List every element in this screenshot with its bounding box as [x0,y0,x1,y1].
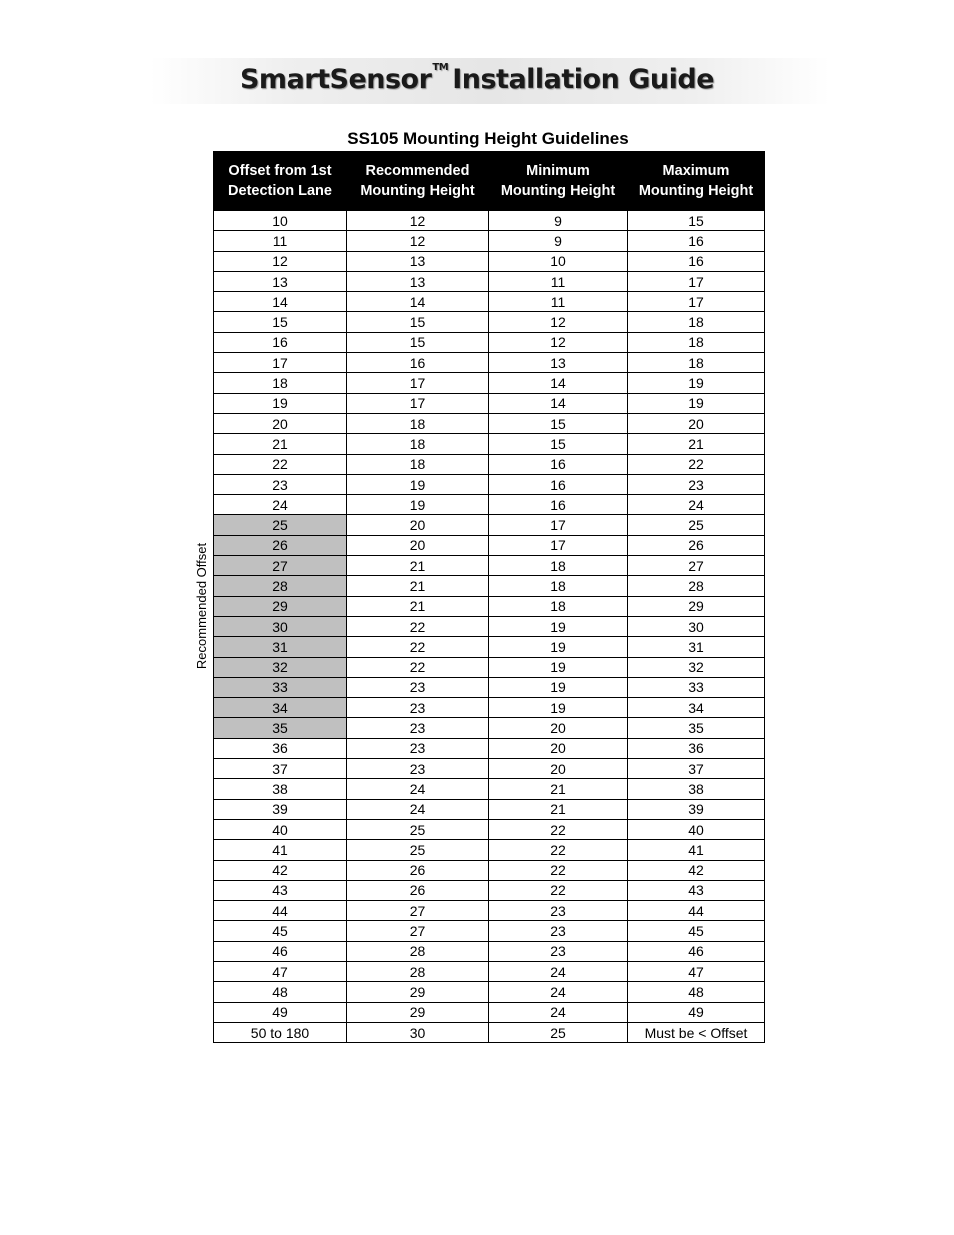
maximum-height-cell: 23 [628,474,765,494]
table-row [214,941,765,961]
table-row [214,413,765,433]
minimum-height-cell: 19 [489,637,628,657]
table-row [214,515,765,535]
recommended-height-cell: 27 [347,901,489,921]
table-body [214,211,765,1043]
offset-cell: 23 [214,474,347,494]
maximum-height-cell: 18 [628,312,765,332]
recommended-height-cell: 19 [347,474,489,494]
maximum-height-cell: 48 [628,982,765,1002]
offset-cell: 48 [214,982,347,1002]
maximum-height-cell: 21 [628,434,765,454]
maximum-height-cell: 49 [628,1002,765,1022]
minimum-height-cell: 9 [489,211,628,231]
minimum-height-cell: 13 [489,353,628,373]
recommended-height-cell: 22 [347,616,489,636]
recommended-height-cell: 23 [347,677,489,697]
minimum-height-cell: 15 [489,413,628,433]
recommended-height-cell: 21 [347,556,489,576]
minimum-height-cell: 22 [489,819,628,839]
minimum-height-cell: 21 [489,799,628,819]
header-subtitle: Installation Guide [452,64,715,95]
offset-cell: 13 [214,271,347,291]
table-row [214,1002,765,1022]
minimum-height-cell: 20 [489,759,628,779]
minimum-height-cell: 23 [489,901,628,921]
table-row [214,657,765,677]
table-row [214,271,765,291]
minimum-height-cell: 18 [489,596,628,616]
table-row [214,312,765,332]
recommended-height-cell: 22 [347,657,489,677]
maximum-height-cell: 28 [628,576,765,596]
table-row [214,332,765,352]
recommended-height-cell: 23 [347,698,489,718]
table-row [214,921,765,941]
offset-cell: 12 [214,251,347,271]
recommended-height-cell: 17 [347,393,489,413]
maximum-height-cell: 18 [628,332,765,352]
recommended-height-cell: 20 [347,515,489,535]
offset-cell: 29 [214,596,347,616]
recommended-height-cell: 12 [347,211,489,231]
minimum-height-cell: 14 [489,373,628,393]
minimum-height-cell: 18 [489,556,628,576]
recommended-height-cell: 21 [347,576,489,596]
minimum-height-cell: 15 [489,434,628,454]
recommended-height-cell: 20 [347,535,489,555]
maximum-height-cell: 25 [628,515,765,535]
table-row [214,292,765,312]
table-row [214,393,765,413]
maximum-height-cell: 17 [628,292,765,312]
recommended-offset-label: Recommended Offset [194,542,209,670]
maximum-height-cell: Must be < Offset [628,1022,765,1042]
recommended-height-cell: 21 [347,596,489,616]
minimum-height-cell: 16 [489,495,628,515]
offset-cell: 22 [214,454,347,474]
offset-cell: 25 [214,515,347,535]
offset-cell: 42 [214,860,347,880]
recommended-height-cell: 26 [347,860,489,880]
table-row [214,799,765,819]
minimum-height-cell: 24 [489,982,628,1002]
recommended-height-cell: 14 [347,292,489,312]
table-row [214,616,765,636]
maximum-height-cell: 15 [628,211,765,231]
table-row [214,677,765,697]
offset-cell: 19 [214,393,347,413]
minimum-height-cell: 23 [489,921,628,941]
maximum-height-cell: 33 [628,677,765,697]
offset-cell: 28 [214,576,347,596]
minimum-height-cell: 23 [489,941,628,961]
recommended-height-cell: 18 [347,434,489,454]
table-row [214,759,765,779]
table-title: SS105 Mounting Height Guidelines [347,129,629,148]
column-header-minimum: Minimum Mounting Height [489,152,628,211]
minimum-height-cell: 16 [489,454,628,474]
table-row [214,840,765,860]
recommended-height-cell: 13 [347,271,489,291]
table-row [214,576,765,596]
recommended-height-cell: 22 [347,637,489,657]
minimum-height-cell: 22 [489,860,628,880]
offset-cell: 32 [214,657,347,677]
mounting-height-table [213,151,765,1043]
recommended-height-cell: 24 [347,799,489,819]
table-row [214,880,765,900]
maximum-height-cell: 44 [628,901,765,921]
table-row [214,961,765,981]
offset-cell: 49 [214,1002,347,1022]
recommended-height-cell: 12 [347,231,489,251]
table-row [214,718,765,738]
table-row [214,556,765,576]
document-header [0,64,954,95]
maximum-height-cell: 22 [628,454,765,474]
minimum-height-cell: 16 [489,474,628,494]
offset-cell: 27 [214,556,347,576]
maximum-height-cell: 34 [628,698,765,718]
minimum-height-cell: 19 [489,698,628,718]
minimum-height-cell: 10 [489,251,628,271]
offset-cell: 43 [214,880,347,900]
recommended-height-cell: 29 [347,982,489,1002]
offset-cell: 16 [214,332,347,352]
offset-cell: 20 [214,413,347,433]
recommended-height-cell: 23 [347,718,489,738]
offset-cell: 18 [214,373,347,393]
table-row [214,819,765,839]
maximum-height-cell: 16 [628,251,765,271]
table-row [214,901,765,921]
recommended-height-cell: 23 [347,759,489,779]
table-row [214,779,765,799]
minimum-height-cell: 24 [489,961,628,981]
brand-name: SmartSensor [239,64,432,95]
maximum-height-cell: 18 [628,353,765,373]
table-row [214,1022,765,1042]
offset-cell: 46 [214,941,347,961]
minimum-height-cell: 20 [489,738,628,758]
minimum-height-cell: 22 [489,880,628,900]
recommended-height-cell: 27 [347,921,489,941]
offset-cell: 31 [214,637,347,657]
table-row [214,373,765,393]
table-row [214,637,765,657]
offset-cell: 41 [214,840,347,860]
minimum-height-cell: 19 [489,677,628,697]
offset-cell: 33 [214,677,347,697]
offset-cell: 30 [214,616,347,636]
table-header-row [214,152,765,211]
minimum-height-cell: 17 [489,515,628,535]
maximum-height-cell: 46 [628,941,765,961]
recommended-height-cell: 18 [347,413,489,433]
offset-cell: 14 [214,292,347,312]
offset-cell: 36 [214,738,347,758]
offset-cell: 47 [214,961,347,981]
recommended-height-cell: 28 [347,961,489,981]
recommended-height-cell: 28 [347,941,489,961]
minimum-height-cell: 14 [489,393,628,413]
offset-cell: 37 [214,759,347,779]
maximum-height-cell: 42 [628,860,765,880]
minimum-height-cell: 21 [489,779,628,799]
minimum-height-cell: 22 [489,840,628,860]
maximum-height-cell: 45 [628,921,765,941]
recommended-height-cell: 23 [347,738,489,758]
minimum-height-cell: 12 [489,312,628,332]
offset-cell: 38 [214,779,347,799]
maximum-height-cell: 32 [628,657,765,677]
maximum-height-cell: 19 [628,393,765,413]
recommended-height-cell: 26 [347,880,489,900]
recommended-height-cell: 17 [347,373,489,393]
maximum-height-cell: 39 [628,799,765,819]
maximum-height-cell: 36 [628,738,765,758]
table-row [214,474,765,494]
minimum-height-cell: 19 [489,616,628,636]
recommended-height-cell: 18 [347,454,489,474]
maximum-height-cell: 20 [628,413,765,433]
minimum-height-cell: 24 [489,1002,628,1022]
offset-cell: 15 [214,312,347,332]
table-row [214,535,765,555]
trademark-mark: TM [432,62,449,73]
recommended-height-cell: 16 [347,353,489,373]
table-row [214,211,765,231]
minimum-height-cell: 19 [489,657,628,677]
minimum-height-cell: 17 [489,535,628,555]
offset-cell: 35 [214,718,347,738]
maximum-height-cell: 24 [628,495,765,515]
maximum-height-cell: 41 [628,840,765,860]
maximum-height-cell: 47 [628,961,765,981]
recommended-height-cell: 29 [347,1002,489,1022]
maximum-height-cell: 29 [628,596,765,616]
minimum-height-cell: 11 [489,292,628,312]
recommended-height-cell: 13 [347,251,489,271]
maximum-height-cell: 30 [628,616,765,636]
offset-cell: 44 [214,901,347,921]
offset-cell: 10 [214,211,347,231]
offset-cell: 26 [214,535,347,555]
maximum-height-cell: 17 [628,271,765,291]
minimum-height-cell: 18 [489,576,628,596]
table-row [214,738,765,758]
minimum-height-cell: 12 [489,332,628,352]
column-header-maximum: Maximum Mounting Height [628,152,765,211]
minimum-height-cell: 11 [489,271,628,291]
maximum-height-cell: 19 [628,373,765,393]
recommended-height-cell: 15 [347,332,489,352]
maximum-height-cell: 16 [628,231,765,251]
offset-cell: 24 [214,495,347,515]
table-row [214,434,765,454]
table-row [214,353,765,373]
offset-cell: 45 [214,921,347,941]
table-row [214,596,765,616]
offset-cell: 39 [214,799,347,819]
maximum-height-cell: 37 [628,759,765,779]
maximum-height-cell: 31 [628,637,765,657]
recommended-height-cell: 30 [347,1022,489,1042]
offset-cell: 40 [214,819,347,839]
maximum-height-cell: 40 [628,819,765,839]
minimum-height-cell: 9 [489,231,628,251]
offset-cell: 50 to 180 [214,1022,347,1042]
table-row [214,495,765,515]
offset-cell: 11 [214,231,347,251]
column-header-recommended: Recommended Mounting Height [347,152,489,211]
minimum-height-cell: 25 [489,1022,628,1042]
table-row [214,698,765,718]
maximum-height-cell: 43 [628,880,765,900]
maximum-height-cell: 38 [628,779,765,799]
maximum-height-cell: 26 [628,535,765,555]
table-row [214,231,765,251]
table-row [214,251,765,271]
table-row [214,454,765,474]
offset-cell: 21 [214,434,347,454]
table-row [214,982,765,1002]
recommended-height-cell: 25 [347,819,489,839]
maximum-height-cell: 35 [628,718,765,738]
minimum-height-cell: 20 [489,718,628,738]
recommended-height-cell: 15 [347,312,489,332]
recommended-height-cell: 24 [347,779,489,799]
offset-cell: 17 [214,353,347,373]
offset-cell: 34 [214,698,347,718]
recommended-height-cell: 25 [347,840,489,860]
recommended-height-cell: 19 [347,495,489,515]
column-header-offset: Offset from 1st Detection Lane [214,152,347,211]
table-row [214,860,765,880]
maximum-height-cell: 27 [628,556,765,576]
